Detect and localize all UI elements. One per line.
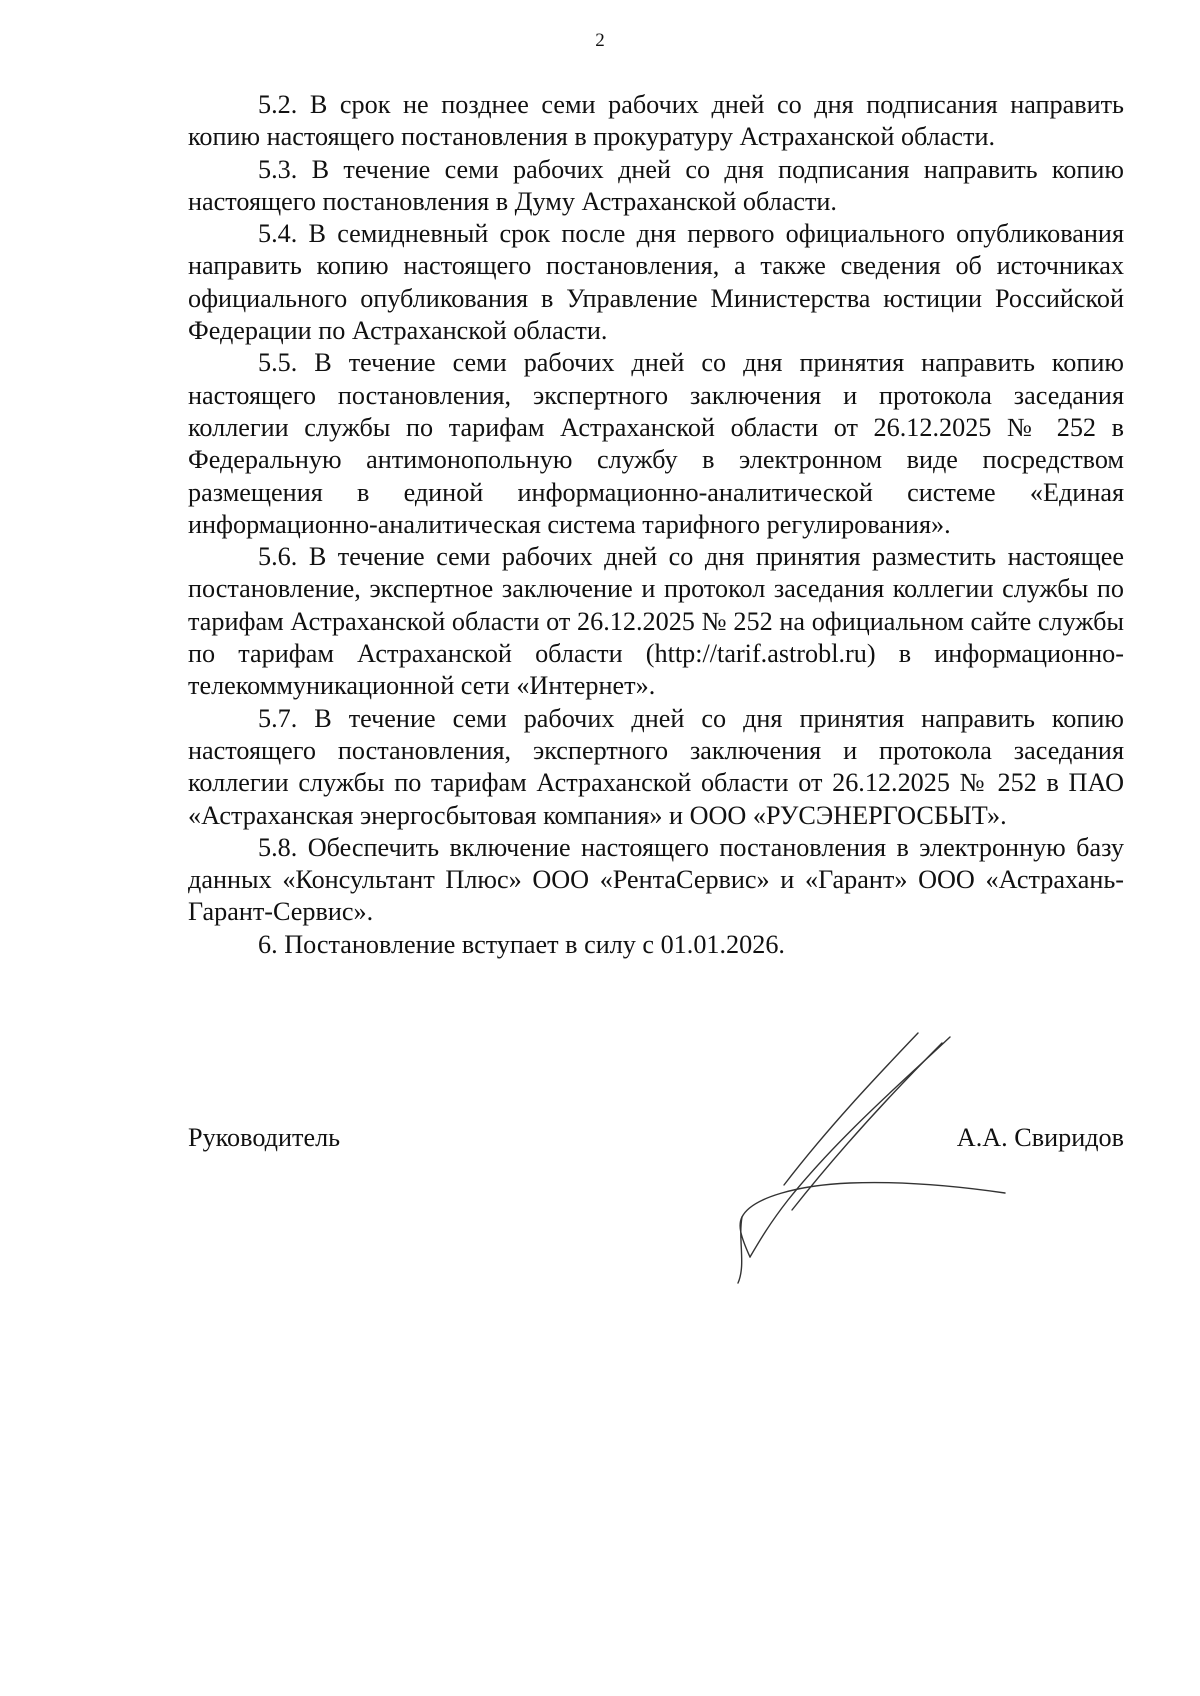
paragraph-5-6: 5.6. В течение семи рабочих дней со дня принятия разместить настоящее постановление, экспертное заключение и протокол заседания коллегии службы по тарифам Астраханской области от 26.12.2025 № 252 на официальном сайте службы по тарифам Астраханской области (http://tarif.astrobl.ru) в информационно-телекоммуникационной сети «Интернет». <box>188 542 1124 701</box>
signatory-role: Руководитель <box>188 1123 341 1152</box>
paragraph-5-8: 5.8. Обеспечить включение настоящего постановления в электронную базу данных «Консультант Плюс» ООО «РентаСервис» и «Гарант» ООО «Астрахань-Гарант-Сервис». <box>188 832 1124 927</box>
signatory-name: А.А. Свиридов <box>956 1123 1124 1152</box>
paragraph-6: 6. Постановление вступает в силу с 01.01.2026. <box>258 929 785 959</box>
document-body <box>188 89 1124 961</box>
paragraph-5-4: 5.4. В семидневный срок после дня первого официального опубликования направить копию настоящего постановления, а также сведения об источниках официального опубликования в Управление Министерства юстиции Российской Федерации по Астраханской области. <box>188 219 1124 346</box>
handwritten-signature <box>680 1025 1020 1285</box>
page-number: 2 <box>595 30 605 51</box>
paragraph-5-5: 5.5. В течение семи рабочих дней со дня принятия направить копию настоящего постановления, экспертного заключения и протокола заседания коллегии службы по тарифам Астраханской области от 26.12.2025 № 252 в Федеральную антимонопольную службу в электронном виде посредством размещения в единой информационно-аналитической системе «Единая информационно-аналитическая система тарифного регулирования». <box>188 348 1124 539</box>
paragraph-5-7: 5.7. В течение семи рабочих дней со дня принятия направить копию настоящего постановления, экспертного заключения и протокола заседания коллегии службы по тарифам Астраханской области от 26.12.2025 № 252 в ПАО «Астраханская энергосбытовая компания» и ООО «РУСЭНЕРГОСБЫТ». <box>188 703 1124 830</box>
paragraph-5-2: 5.2. В срок не позднее семи рабочих дней со дня подписания направить копию настоящего постановления в прокуратуру Астраханской области. <box>188 90 1124 152</box>
paragraph-5-3: 5.3. В течение семи рабочих дней со дня подписания направить копию настоящего постановления в Думу Астраханской области. <box>188 154 1124 216</box>
